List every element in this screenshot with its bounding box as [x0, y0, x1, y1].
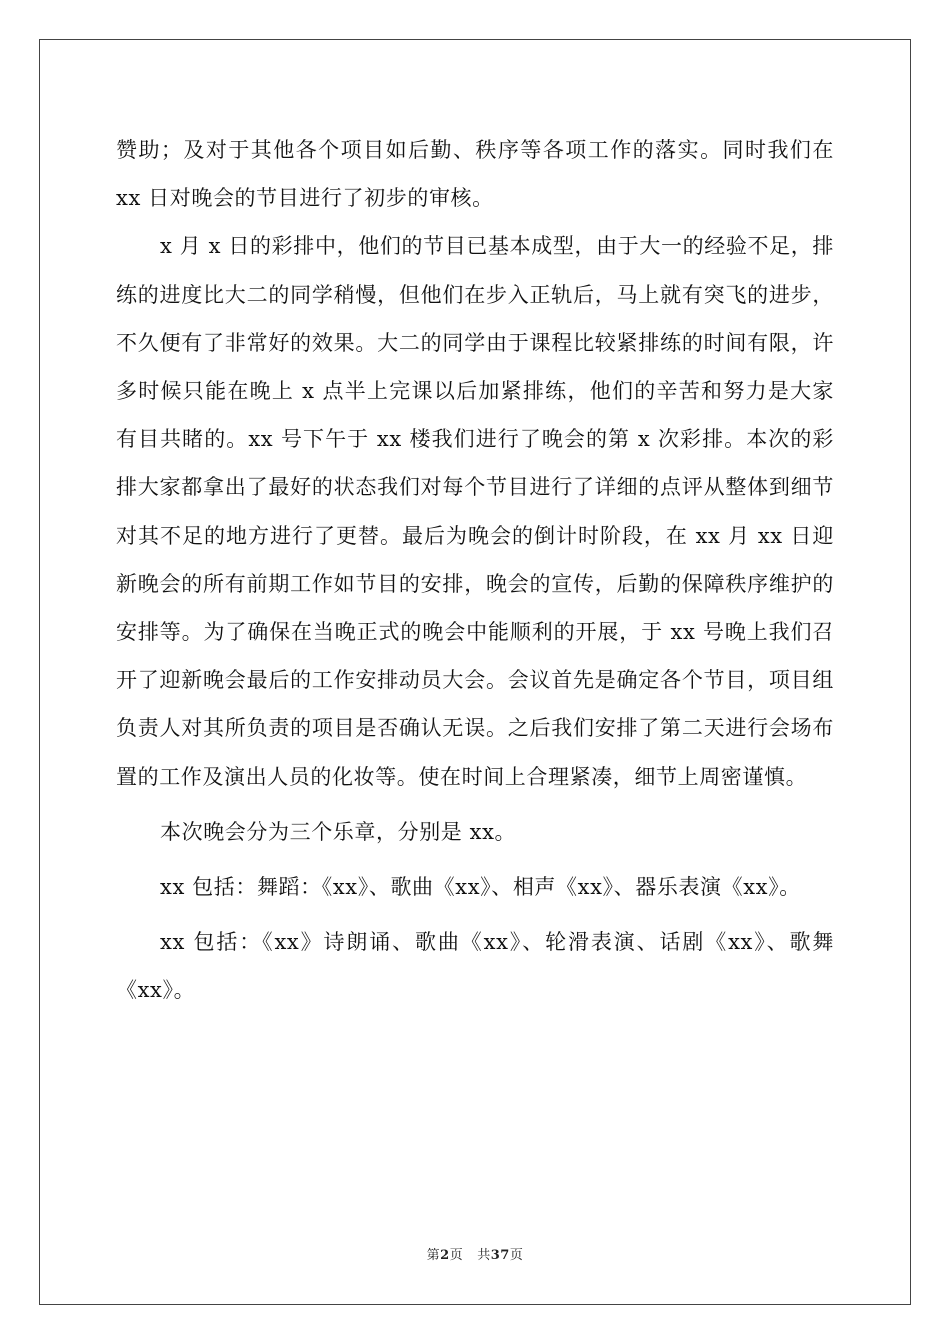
total-prefix: 共 — [477, 1248, 491, 1263]
page-current: 2 — [440, 1248, 450, 1263]
page-prefix: 第 — [426, 1248, 441, 1263]
paragraph-5: xx 包括：《xx》诗朗诵、歌曲《xx》、轮滑表演、话剧《xx》、歌舞《xx》。 — [116, 930, 834, 1003]
paragraph-2: x 月 x 日的彩排中，他们的节目已基本成型，由于大一的经验不足，排练的进度比大二的同学稍慢，但他们在步入正轨后，马上就有突飞的进步，不久便有了非常好的效果。大二的同学由于课程比较紧排练的时间有限，许多时候只能在晚上 x 点半上完课以后加紧排练，他们的辛苦和努力是大家有目共睹的。xx 号下午于 xx 楼我们进行了晚会的第 x 次彩排。本次的彩排大家都拿出了最好的状态我们对每个节目进行了详细的点评从整体到细节对其不足的地方进行了更替。最后为晚会的倒计时阶段，在 xx 月 xx 日迎新晚会的所有前期工作如节目的安排，晚会的宣传，后勤的保障秩序维护的安排等。为了确保在当晚正式的晚会中能顺利的开展，于 xx 号晚上我们召开了迎新晚会最后的工作安排动员大会。会议首先是确定各个节目，项目组负责人对其所负责的项目是否确认无误。之后我们安排了第二天进行会场布置的工作及演出人员的化妆等。使在时间上合理紧凑，细节上周密谨慎。 — [116, 234, 834, 789]
page-suffix: 页 — [449, 1248, 464, 1263]
paragraph-3: 本次晚会分为三个乐章，分别是 xx。 — [160, 819, 517, 844]
page-footer — [0, 1244, 950, 1263]
paragraph-1: 赞助；及对于其他各个项目如后勤、秩序等各项工作的落实。同时我们在 xx 日对晚会的节目进行了初步的审核。 — [116, 138, 834, 211]
paragraph-4: xx 包括：舞蹈：《xx》、歌曲《xx》、相声《xx》、器乐表演《xx》。 — [160, 875, 801, 900]
page-total: 37 — [490, 1248, 510, 1263]
document-body — [116, 126, 834, 1015]
total-suffix: 页 — [509, 1248, 524, 1263]
